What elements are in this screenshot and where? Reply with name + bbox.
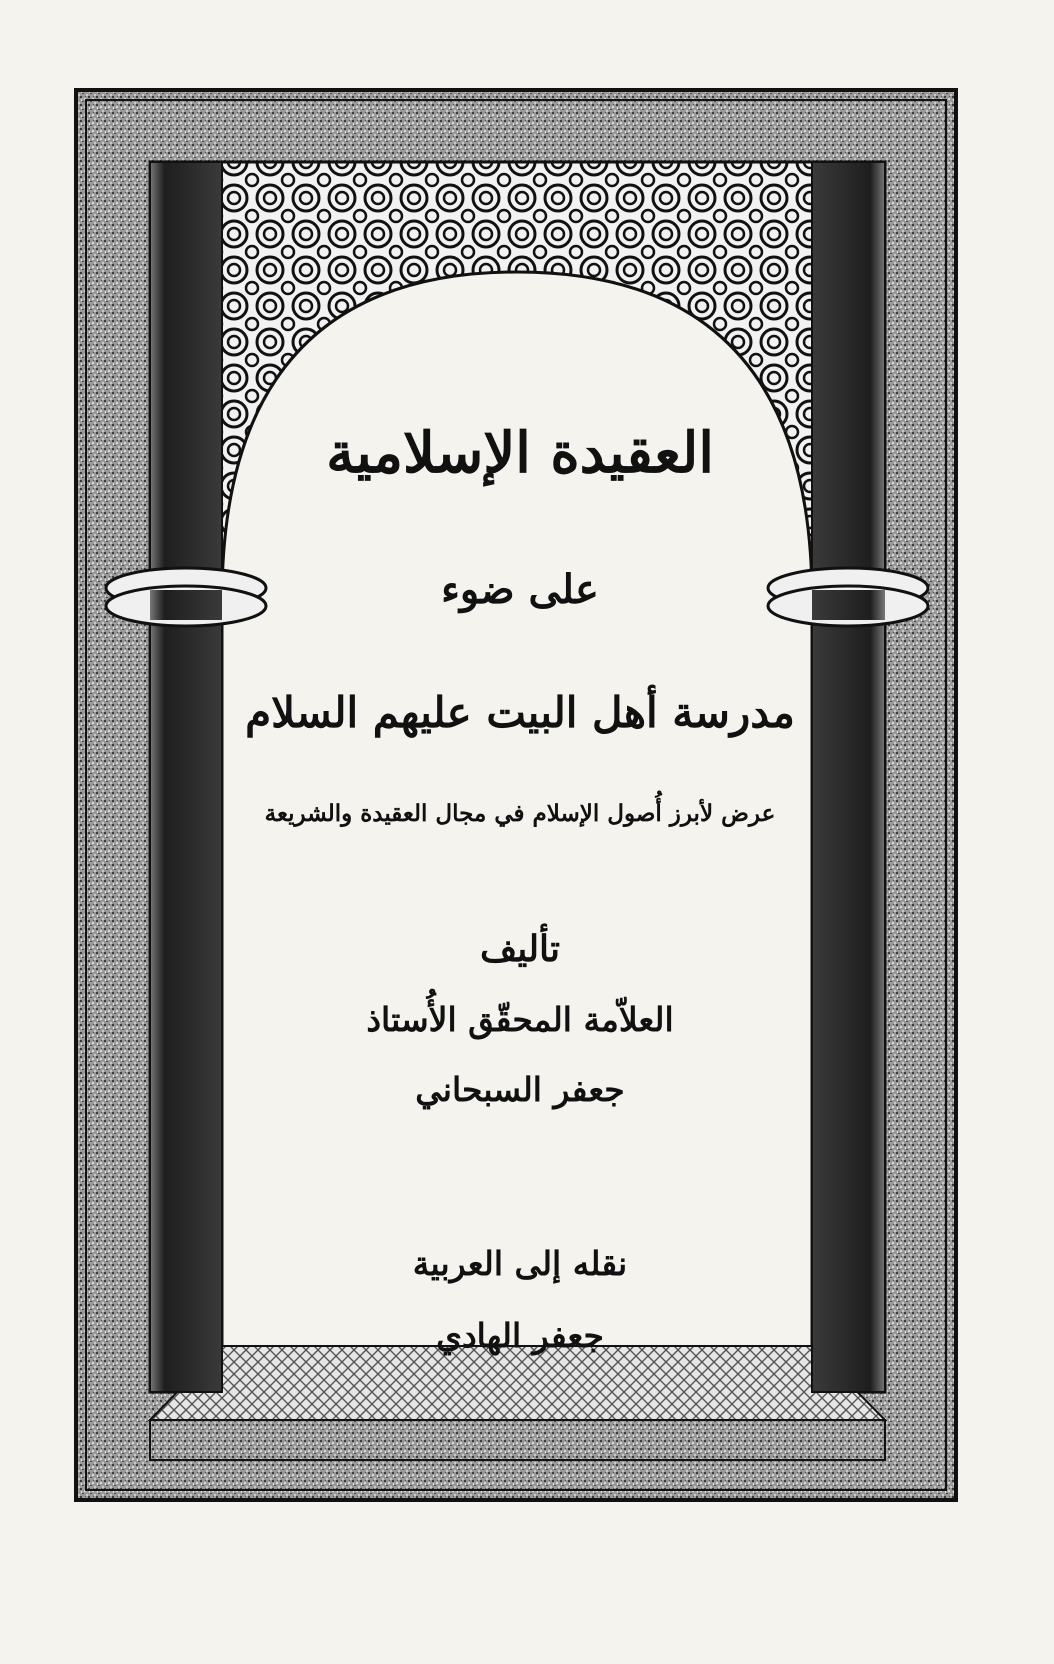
author-label: تأليف: [479, 928, 561, 970]
book-title: العقيدة الإسلامية: [326, 420, 714, 486]
author-name: جعفر السبحاني: [415, 1070, 625, 1109]
translator-label: نقله إلى العربية: [412, 1244, 628, 1283]
title-line-3: مدرسة أهل البيت عليهم السلام: [245, 688, 795, 737]
title-line-2: على ضوء: [441, 566, 599, 613]
translator-name: جعفر الهادي: [436, 1316, 604, 1355]
book-subtitle: عرض لأبرز أُصول الإسلام في مجال العقيدة والشريعة: [264, 800, 776, 827]
author-title: العلاّمة المحقّق الأُستاذ: [366, 1000, 674, 1039]
